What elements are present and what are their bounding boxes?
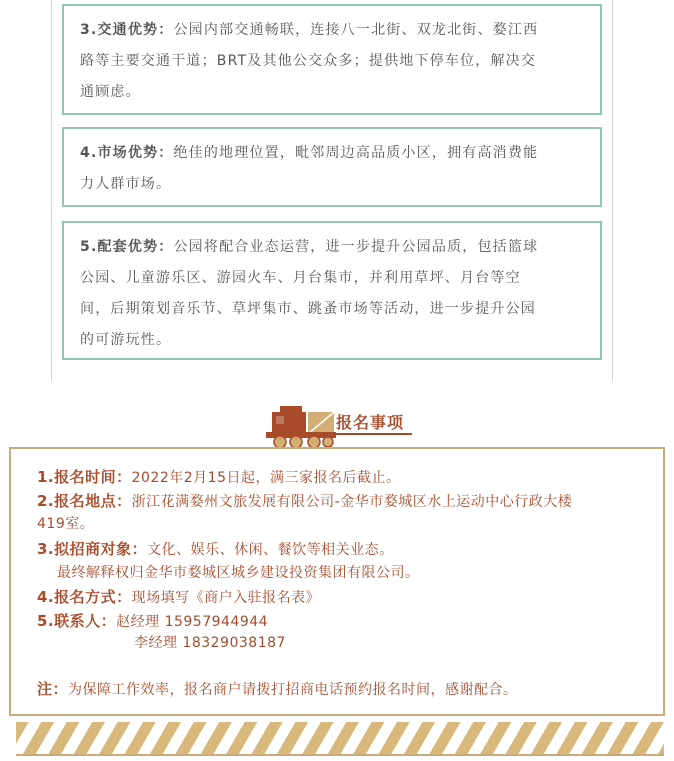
info-value: 419室。 xyxy=(37,516,95,532)
section-title: 报名事项 xyxy=(336,413,405,432)
info-label: 2.报名地点： xyxy=(37,492,132,510)
info-place xyxy=(37,490,572,513)
advantage-text: 路等主要交通干道；BRT及其他公交众多；提供地下停车位，解决交 xyxy=(80,53,537,69)
info-contact xyxy=(37,610,268,633)
train-icon xyxy=(266,406,336,450)
info-target xyxy=(37,538,394,561)
advantage-market xyxy=(62,127,602,207)
info-method xyxy=(37,586,320,609)
info-label: 5.联系人： xyxy=(37,612,117,630)
info-value: 现场填写《商户入驻报名表》 xyxy=(131,590,321,606)
info-target-note xyxy=(57,562,420,584)
advantage-label: 3.交通优势： xyxy=(80,22,174,38)
info-label: 1.报名时间： xyxy=(37,468,132,486)
info-value: 浙江花满婺州文旅发展有限公司-金华市婺城区水上运动中心行政大楼 xyxy=(131,494,573,510)
info-label: 注： xyxy=(37,680,69,698)
advantage-text: 绝佳的地理位置，毗邻周边高品质小区，拥有高消费能 xyxy=(173,145,539,161)
divider-line xyxy=(16,754,664,756)
advantage-text: 力人群市场。 xyxy=(80,176,172,192)
info-value: 为保障工作效率，报名商户请拨打招商电话预约报名时间，感谢配合。 xyxy=(68,682,518,698)
info-time xyxy=(37,466,401,489)
info-contact-2 xyxy=(134,632,286,654)
title-underline xyxy=(336,433,412,435)
contact-person: 赵经理 15957944944 xyxy=(116,614,269,630)
advantage-text: 公园、儿童游乐区、游园火车、月台集市，并利用草坪、月台等空 xyxy=(80,270,521,286)
section-header xyxy=(0,400,674,450)
advantage-facilities xyxy=(62,221,602,360)
info-place-cont xyxy=(37,513,94,535)
advantage-label: 5.配套优势： xyxy=(80,239,174,255)
info-label: 3.拟招商对象： xyxy=(37,540,148,558)
contact-person: 李经理 18329038187 xyxy=(134,635,286,651)
advantage-text: 间，后期策划音乐节、草坪集市、跳蚤市场等活动，进一步提升公园 xyxy=(80,301,536,317)
info-value: 文化、娱乐、休闲、餐饮等相关业态。 xyxy=(147,542,394,558)
advantage-text: 公园将配合业态运营，进一步提升公园品质，包括篮球 xyxy=(173,239,539,255)
registration-info-box xyxy=(9,447,665,716)
advantage-text: 公园内部交通畅联，连接八一北街、双龙北街、婺江西 xyxy=(173,22,539,38)
advantage-transport xyxy=(62,4,602,115)
info-note xyxy=(37,678,518,701)
decorative-stripes xyxy=(16,722,664,755)
advantage-text: 通顾虑。 xyxy=(80,84,141,100)
advantage-label: 4.市场优势： xyxy=(80,145,174,161)
advantage-text: 的可游玩性。 xyxy=(80,332,172,348)
info-label: 4.报名方式： xyxy=(37,588,132,606)
info-value: 2022年2月15日起，满三家报名后截止。 xyxy=(131,470,401,486)
info-value: 最终解释权归金华市婺城区城乡建设投资集团有限公司。 xyxy=(57,565,420,581)
